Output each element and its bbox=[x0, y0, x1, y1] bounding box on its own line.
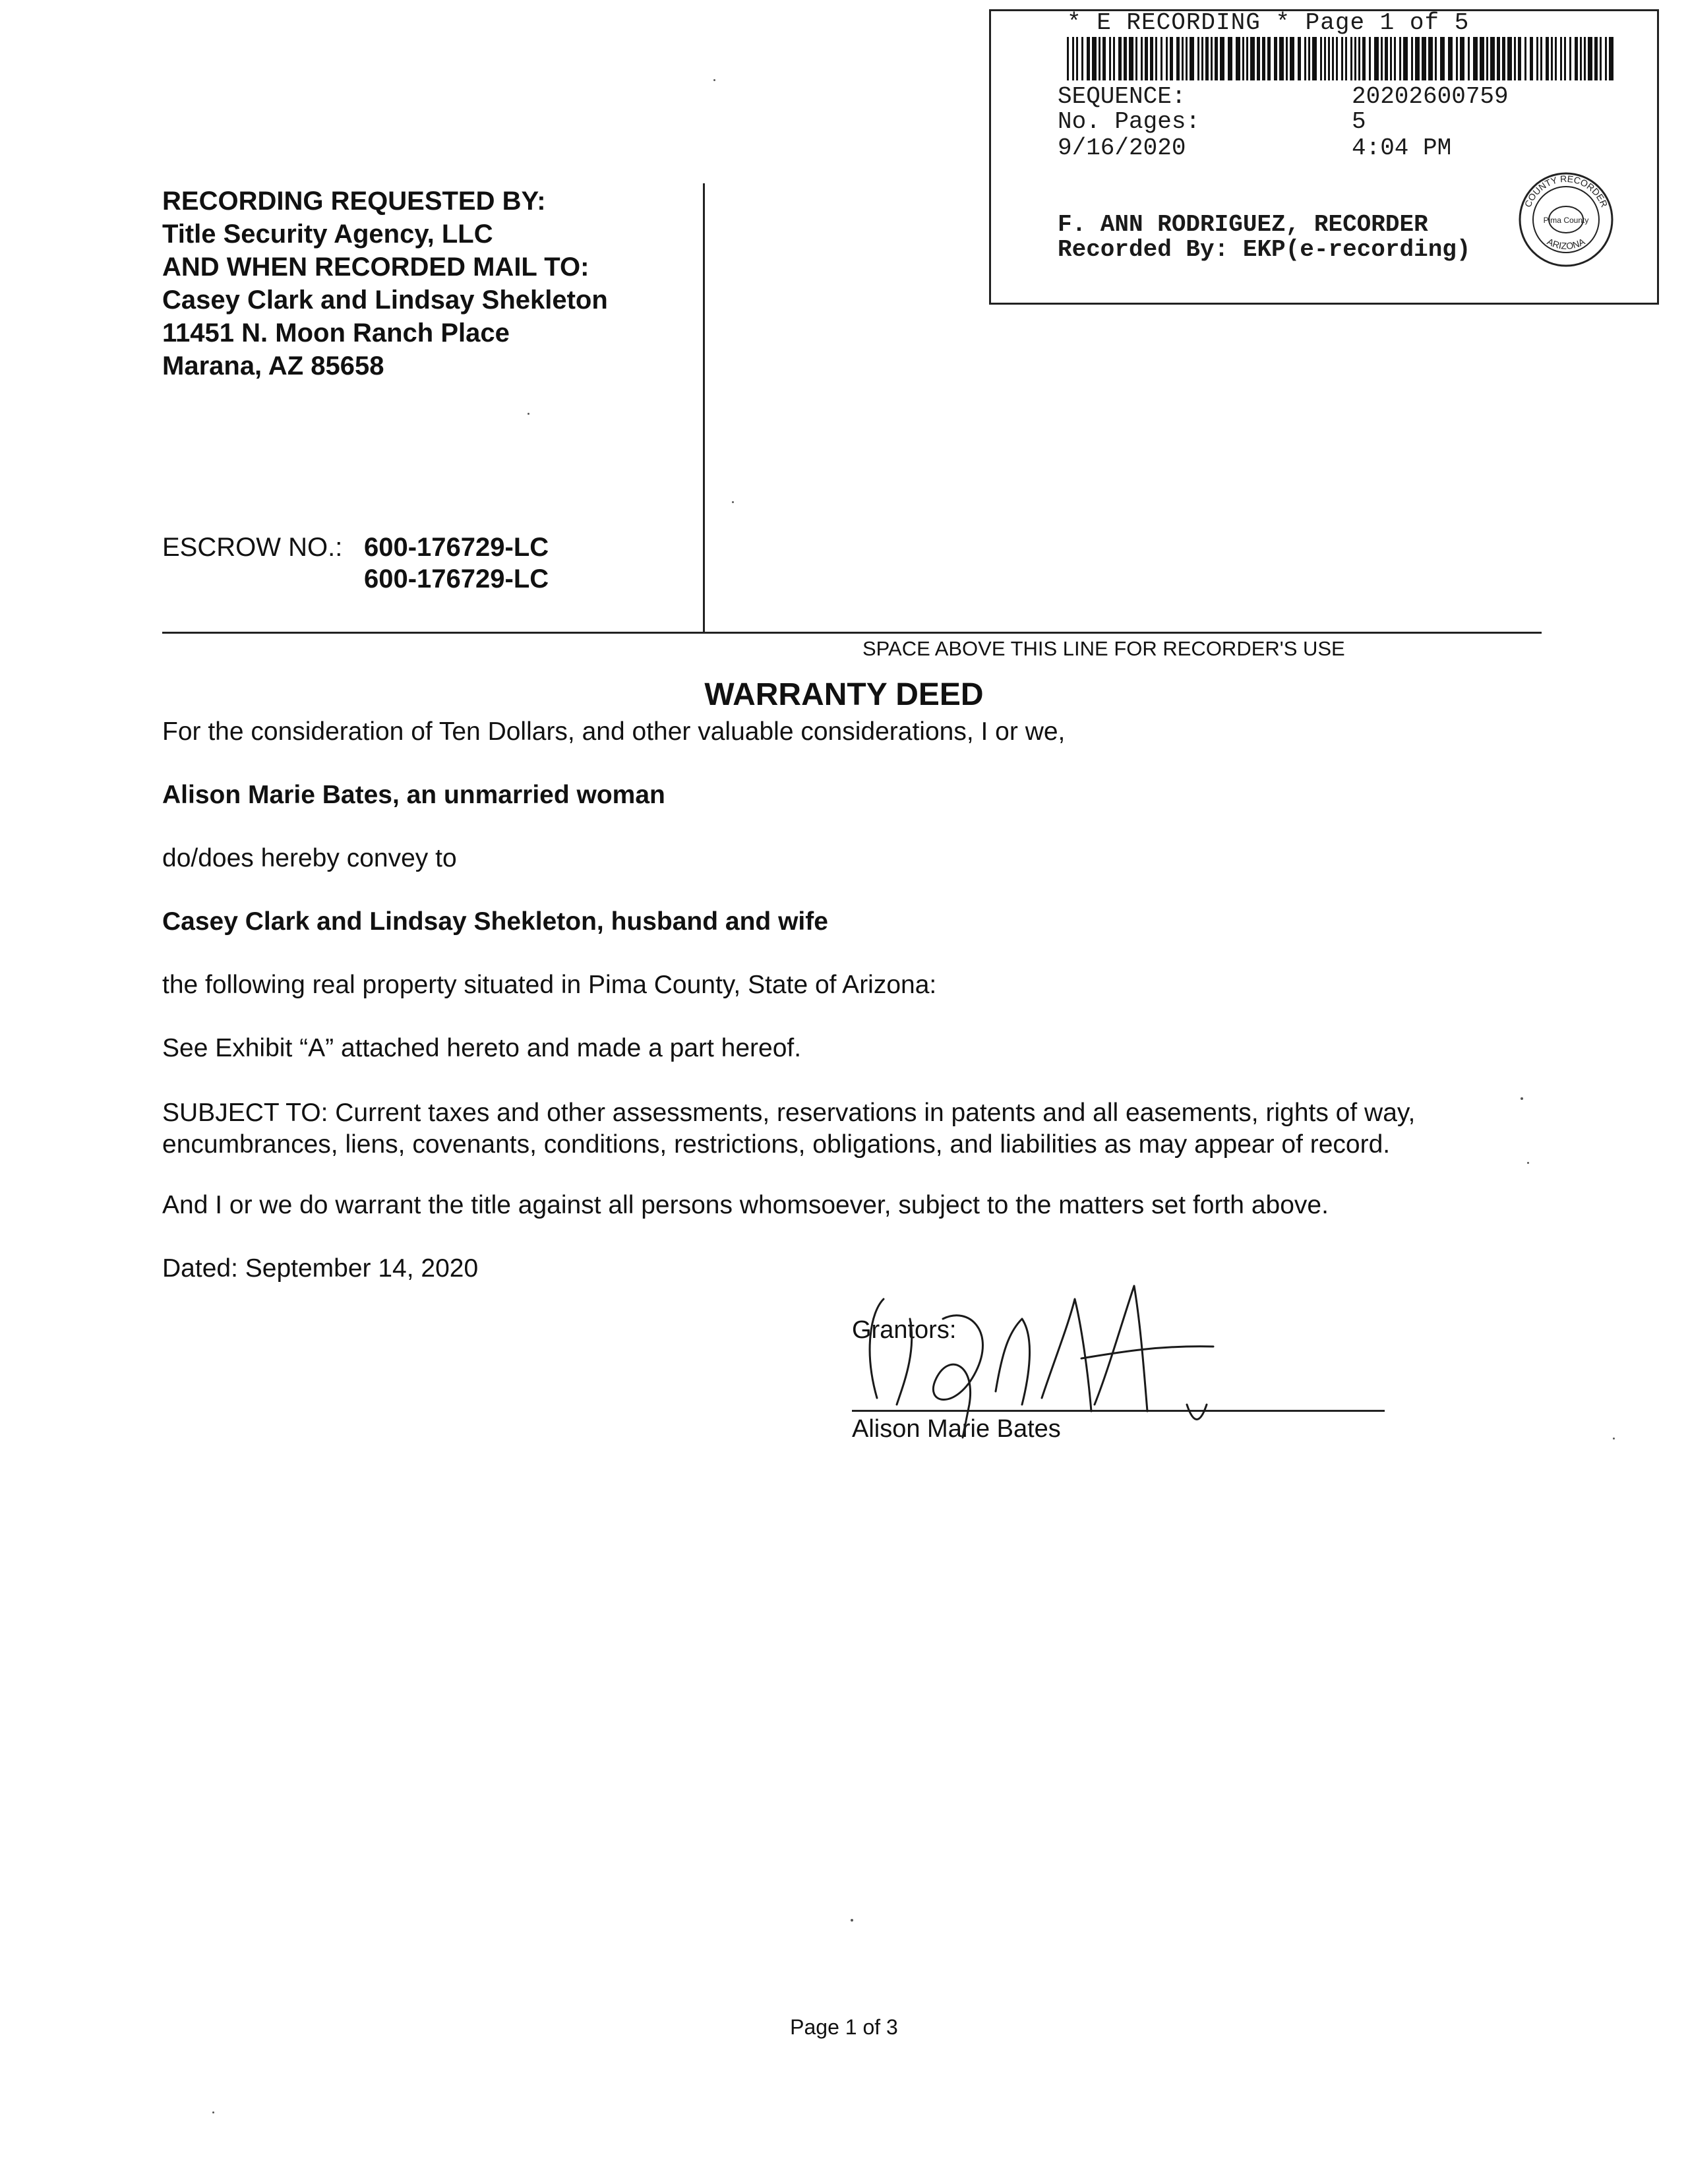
mail-to-city: Marana, AZ 85658 bbox=[162, 351, 384, 380]
barcode-bar bbox=[1564, 37, 1566, 80]
barcode-bar bbox=[1569, 37, 1571, 80]
sequence-label: SEQUENCE: bbox=[1058, 83, 1186, 110]
barcode-bar bbox=[1385, 37, 1388, 80]
barcode-bar bbox=[1312, 37, 1317, 80]
barcode-bar bbox=[1182, 37, 1184, 80]
recorder-name: F. ANN RODRIGUEZ, RECORDER bbox=[1058, 211, 1428, 238]
barcode-bar bbox=[1328, 37, 1330, 80]
header-divider-vertical bbox=[703, 183, 705, 632]
barcode-bar bbox=[1067, 37, 1069, 80]
mail-to-label: AND WHEN RECORDED MAIL TO: bbox=[162, 253, 589, 282]
barcode-bar bbox=[1584, 37, 1586, 80]
pages-label: No. Pages: bbox=[1058, 108, 1201, 135]
barcode-bar bbox=[1518, 37, 1521, 80]
barcode-bar bbox=[1176, 37, 1180, 80]
signer-name: Alison Marie Bates bbox=[852, 1415, 1061, 1443]
barcode-bar bbox=[1304, 37, 1306, 80]
barcode-bar bbox=[1399, 37, 1401, 80]
barcode-bar bbox=[1473, 37, 1478, 80]
barcode-bar bbox=[1087, 37, 1090, 80]
convey-text: do/does hereby convey to bbox=[162, 844, 457, 872]
barcode-bar bbox=[1435, 37, 1437, 80]
barcode-bar bbox=[1530, 37, 1533, 80]
requested-by-label: RECORDING REQUESTED BY: bbox=[162, 187, 546, 216]
scan-speck bbox=[212, 2111, 214, 2113]
barcode-bar bbox=[1609, 37, 1613, 80]
barcode bbox=[1067, 37, 1615, 80]
barcode-bar bbox=[1129, 37, 1133, 80]
barcode-bar bbox=[1403, 37, 1408, 80]
barcode-bar bbox=[1415, 37, 1420, 80]
barcode-bar bbox=[1497, 37, 1500, 80]
barcode-bar bbox=[1242, 37, 1244, 80]
barcode-bar bbox=[1411, 37, 1413, 80]
warrant-text: And I or we do warrant the title against all persons whomsoever, subject to the matters set forth above. bbox=[162, 1191, 1329, 1219]
barcode-bar bbox=[1236, 37, 1240, 80]
barcode-bar bbox=[1502, 37, 1505, 80]
barcode-bar bbox=[1390, 37, 1392, 80]
barcode-bar bbox=[1215, 37, 1218, 80]
barcode-bar bbox=[1220, 37, 1224, 80]
seal-text-inner: Pima County bbox=[1543, 216, 1589, 225]
barcode-bar bbox=[1536, 37, 1538, 80]
barcode-bar bbox=[1422, 37, 1426, 80]
document-title: WARRANTY DEED bbox=[704, 677, 984, 712]
barcode-bar bbox=[1099, 37, 1100, 80]
grantee-name: Casey Clark and Lindsay Shekleton, husband and wife bbox=[162, 907, 828, 936]
barcode-bar bbox=[1394, 37, 1396, 80]
scan-speck bbox=[732, 501, 734, 503]
barcode-bar bbox=[1145, 37, 1148, 80]
barcode-bar bbox=[1540, 37, 1542, 80]
escrow-number-2: 600-176729-LC bbox=[364, 564, 549, 593]
page-number: Page 1 of 3 bbox=[790, 2015, 898, 2039]
scan-speck bbox=[528, 413, 529, 415]
barcode-bar bbox=[1124, 37, 1127, 80]
barcode-bar bbox=[1118, 37, 1122, 80]
handwritten-signature bbox=[844, 1273, 1253, 1444]
barcode-bar bbox=[1228, 37, 1232, 80]
barcode-bar bbox=[1480, 37, 1484, 80]
barcode-bar bbox=[1201, 37, 1203, 80]
consideration-text: For the consideration of Ten Dollars, and other valuable considerations, I or we, bbox=[162, 717, 1066, 746]
scan-speck bbox=[713, 79, 715, 81]
escrow-number-1: 600-176729-LC bbox=[364, 533, 549, 562]
space-above-note: SPACE ABOVE THIS LINE FOR RECORDER'S USE bbox=[862, 637, 1345, 660]
requested-by: Title Security Agency, LLC bbox=[162, 220, 493, 249]
barcode-bar bbox=[1555, 37, 1557, 80]
barcode-bar bbox=[1336, 37, 1338, 80]
barcode-bar bbox=[1170, 37, 1173, 80]
barcode-bar bbox=[1262, 37, 1265, 80]
barcode-bar bbox=[1076, 37, 1078, 80]
barcode-bar bbox=[1456, 37, 1458, 80]
barcode-bar bbox=[1250, 37, 1255, 80]
barcode-bar bbox=[1166, 37, 1168, 80]
barcode-bar bbox=[1600, 37, 1602, 80]
recorder-use-divider bbox=[162, 632, 1542, 634]
barcode-bar bbox=[1514, 37, 1516, 80]
barcode-bar bbox=[1267, 37, 1271, 80]
recorded-by: Recorded By: EKP(e-recording) bbox=[1058, 236, 1471, 263]
barcode-bar bbox=[1362, 37, 1366, 80]
barcode-bar bbox=[1141, 37, 1143, 80]
scan-speck bbox=[1527, 1162, 1529, 1164]
barcode-bar bbox=[1369, 37, 1371, 80]
scan-speck bbox=[1521, 1097, 1523, 1100]
barcode-bar bbox=[1580, 37, 1582, 80]
record-time: 4:04 PM bbox=[1352, 135, 1452, 162]
barcode-bar bbox=[1135, 37, 1137, 80]
grantor-name: Alison Marie Bates, an unmarried woman bbox=[162, 781, 665, 809]
barcode-bar bbox=[1279, 37, 1284, 80]
barcode-bar bbox=[1486, 37, 1488, 80]
barcode-bar bbox=[1460, 37, 1464, 80]
barcode-bar bbox=[1102, 37, 1106, 80]
barcode-bar bbox=[1468, 37, 1470, 80]
mail-to-name: Casey Clark and Lindsay Shekleton bbox=[162, 286, 608, 315]
barcode-bar bbox=[1440, 37, 1445, 80]
barcode-bar bbox=[1588, 37, 1592, 80]
grantors-label: Grantors: bbox=[852, 1316, 957, 1344]
barcode-bar bbox=[1155, 37, 1157, 80]
barcode-bar bbox=[1320, 37, 1322, 80]
barcode-bar bbox=[1490, 37, 1495, 80]
barcode-bar bbox=[1324, 37, 1326, 80]
barcode-bar bbox=[1605, 37, 1607, 80]
escrow-label: ESCROW NO.: bbox=[162, 533, 343, 562]
seal-text-outer: COUNTY RECORDER bbox=[1522, 173, 1610, 209]
barcode-bar bbox=[1150, 37, 1153, 80]
seal-text-bottom: ARIZONA bbox=[1545, 235, 1587, 251]
barcode-bar bbox=[1298, 37, 1301, 80]
barcode-bar bbox=[1551, 37, 1553, 80]
barcode-bar bbox=[1507, 37, 1512, 80]
scan-speck bbox=[851, 1919, 853, 1922]
barcode-bar bbox=[1350, 37, 1352, 80]
barcode-bar bbox=[1546, 37, 1549, 80]
property-text: the following real property situated in Pima County, State of Arizona: bbox=[162, 971, 937, 999]
sequence-value: 20202600759 bbox=[1352, 83, 1509, 110]
barcode-bar bbox=[1354, 37, 1356, 80]
barcode-bar bbox=[1092, 37, 1097, 80]
barcode-bar bbox=[1594, 37, 1598, 80]
scan-speck bbox=[1613, 1438, 1615, 1440]
stamp-header: * E RECORDING * Page 1 of 5 bbox=[1067, 9, 1470, 36]
barcode-bar bbox=[1575, 37, 1578, 80]
barcode-bar bbox=[1332, 37, 1334, 80]
barcode-bar bbox=[1428, 37, 1433, 80]
barcode-bar bbox=[1072, 37, 1074, 80]
barcode-bar bbox=[1308, 37, 1310, 80]
barcode-bar bbox=[1560, 37, 1562, 80]
barcode-bar bbox=[1190, 37, 1194, 80]
barcode-bar bbox=[1358, 37, 1360, 80]
exhibit-text: See Exhibit “A” attached hereto and made a part hereof. bbox=[162, 1034, 802, 1062]
barcode-bar bbox=[1246, 37, 1248, 80]
barcode-bar bbox=[1374, 37, 1379, 80]
barcode-bar bbox=[1205, 37, 1209, 80]
barcode-bar bbox=[1257, 37, 1260, 80]
pages-value: 5 bbox=[1352, 108, 1366, 135]
barcode-bar bbox=[1160, 37, 1162, 80]
subject-to-text: SUBJECT TO: Current taxes and other assessments, reservations in patents and all easements, rights of way, encumbrances, liens, covenants, conditions, restrictions, obligations, and liabilities as may appear of record. bbox=[162, 1099, 1416, 1159]
barcode-bar bbox=[1081, 37, 1083, 80]
recording-request-block bbox=[162, 185, 608, 382]
barcode-bar bbox=[1341, 37, 1343, 80]
barcode-bar bbox=[1113, 37, 1115, 80]
barcode-bar bbox=[1524, 37, 1526, 80]
barcode-bar bbox=[1381, 37, 1383, 80]
barcode-bar bbox=[1345, 37, 1347, 80]
county-recorder-seal-icon bbox=[1517, 170, 1615, 269]
dated-text: Dated: September 14, 2020 bbox=[162, 1254, 479, 1283]
barcode-bar bbox=[1109, 37, 1111, 80]
record-date: 9/16/2020 bbox=[1058, 135, 1186, 162]
barcode-bar bbox=[1186, 37, 1188, 80]
barcode-bar bbox=[1197, 37, 1199, 80]
barcode-bar bbox=[1290, 37, 1294, 80]
mail-to-street: 11451 N. Moon Ranch Place bbox=[162, 318, 510, 348]
barcode-bar bbox=[1448, 37, 1453, 80]
barcode-bar bbox=[1286, 37, 1288, 80]
barcode-bar bbox=[1274, 37, 1277, 80]
barcode-bar bbox=[1211, 37, 1213, 80]
